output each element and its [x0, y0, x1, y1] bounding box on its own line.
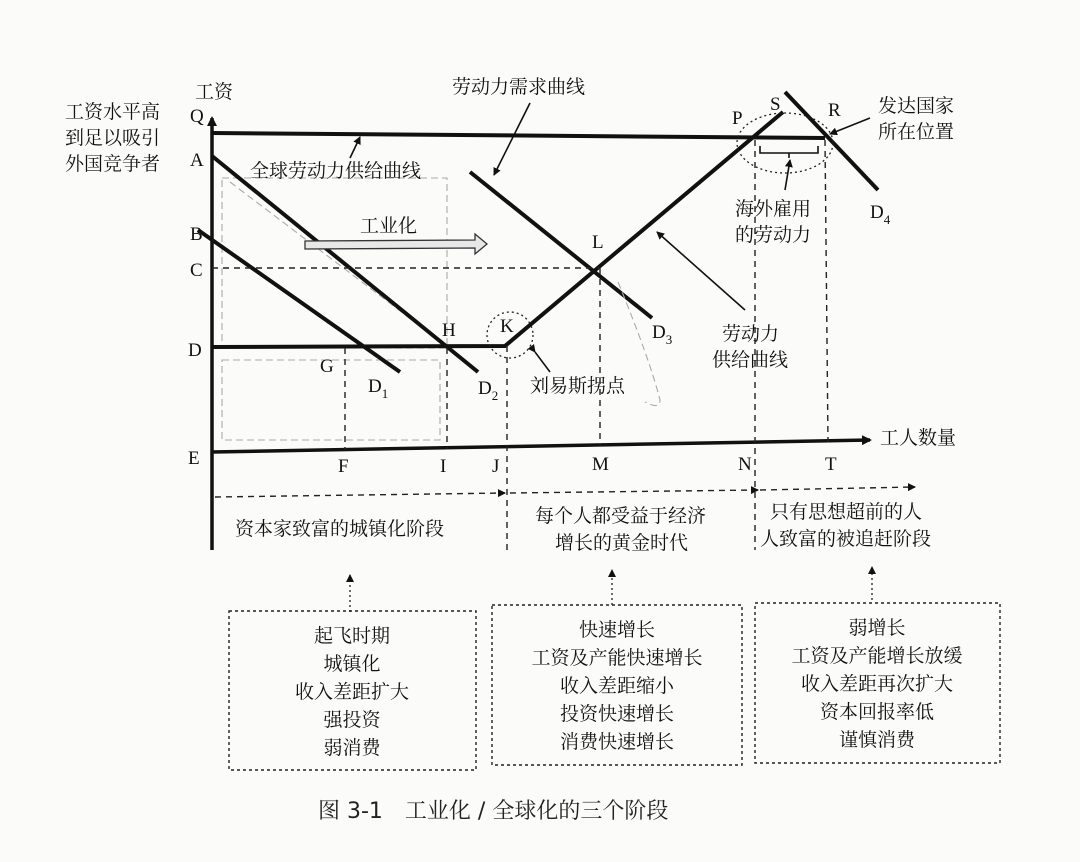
curve-d2-label: $D_2$ [478, 378, 499, 403]
industrialization-label: 工业化 [360, 215, 418, 237]
point-s: S [770, 94, 781, 115]
box-line: 起飞时期 [313, 625, 391, 647]
demand-curve-pointer-arrow [494, 103, 530, 175]
point-i: I [440, 456, 447, 477]
industrialization-arrow-icon [305, 234, 487, 254]
point-j: J [492, 456, 500, 477]
point-a: A [190, 150, 204, 171]
developed-country-label-line1: 发达国家 [878, 95, 955, 117]
box-line: 谨慎消费 [838, 729, 916, 751]
lewis-turning-point-label: 刘易斯拐点 [530, 375, 626, 397]
stage-arrow-3 [760, 487, 915, 490]
box-line: 快速增长 [578, 619, 656, 641]
point-q: Q [190, 106, 204, 127]
developed-country-circle [737, 113, 833, 173]
stage-box-1-text [295, 625, 409, 759]
box-line: 资本回报率低 [819, 701, 935, 723]
point-f: F [338, 456, 349, 477]
point-r: R [828, 100, 841, 121]
y-axis-label: 工资 [195, 81, 234, 103]
wage-high-label-line3: 外国竞争者 [65, 153, 161, 175]
demand-curve-d1 [198, 230, 400, 372]
box-line: 强投资 [323, 709, 381, 731]
stage-arrow-2 [510, 490, 758, 493]
demand-curve-d2 [212, 156, 478, 372]
stage-1-label: 资本家致富的城镇化阶段 [235, 518, 445, 540]
demand-curve-label: 劳动力需求曲线 [452, 76, 586, 98]
point-c: C [190, 260, 203, 281]
overseas-labor-label-line2: 的劳动力 [735, 224, 812, 246]
stage-box-3-text [791, 617, 962, 751]
wage-high-label-line1: 工资水平高 [65, 101, 161, 123]
curve-d4-label: $D_4$ [870, 202, 891, 227]
supply-curve-label-line2: 供给曲线 [712, 349, 789, 371]
point-d: D [188, 340, 202, 361]
box-line: 工资及产能增长放缓 [791, 645, 963, 667]
stage-2-label-line2: 增长的黄金时代 [555, 532, 689, 554]
supply-curve-pointer-arrow [657, 232, 745, 310]
point-b: B [190, 224, 203, 245]
stage-2-label-line1: 每个人都受益于经济 [535, 505, 707, 527]
overseas-labor-label-line1: 海外雇用 [735, 198, 812, 220]
point-k: K [500, 316, 514, 337]
point-l: L [592, 232, 604, 253]
figure-caption: 图 3-1 工业化 / 全球化的三个阶段 [318, 799, 669, 824]
stage-arrow-1 [215, 493, 505, 497]
developed-country-label-line2: 所在位置 [878, 121, 955, 143]
box-line: 消费快速增长 [559, 731, 675, 753]
point-n: N [738, 454, 752, 475]
point-t: T [825, 454, 837, 475]
box-line: 工资及产能快速增长 [531, 647, 703, 669]
wage-threshold-line [212, 133, 825, 138]
stage-3-label-line2: 人致富的被追赶阶段 [760, 528, 932, 550]
global-supply-pointer-arrow [350, 137, 360, 158]
box-line: 城镇化 [323, 653, 381, 675]
point-h: H [442, 320, 456, 341]
supply-curve-label-line1: 劳动力 [722, 323, 780, 345]
lewis-pointer-arrow [535, 352, 550, 372]
point-m: M [592, 454, 609, 475]
global-supply-label: 全球劳动力供给曲线 [250, 160, 422, 182]
overseas-labor-bracket [760, 146, 818, 158]
x-axis [212, 440, 870, 452]
point-p: P [732, 108, 743, 129]
curve-d3-label: $D_3$ [652, 322, 673, 347]
box-line: 收入差距缩小 [559, 675, 675, 697]
box-line: 投资快速增长 [559, 703, 675, 725]
overseas-labor-pointer-arrow [785, 160, 790, 190]
box-line: 弱增长 [848, 617, 906, 639]
wage-high-label-line2: 到足以吸引 [65, 127, 161, 149]
x-axis-label: 工人数量 [880, 427, 957, 449]
stage-3-label-line1: 只有思想超前的人 [770, 501, 923, 523]
box-line: 收入差距再次扩大 [800, 673, 954, 695]
shaded-region-upper [222, 178, 447, 348]
curve-d1-label: $D_1$ [368, 376, 389, 401]
guide-r-t [825, 140, 828, 442]
point-g: G [320, 356, 334, 377]
box-line: 收入差距扩大 [294, 681, 410, 703]
stage-box-2-text [531, 619, 702, 753]
labor-supply-curve [212, 112, 783, 347]
point-e: E [188, 448, 200, 469]
box-line: 弱消费 [323, 737, 381, 759]
